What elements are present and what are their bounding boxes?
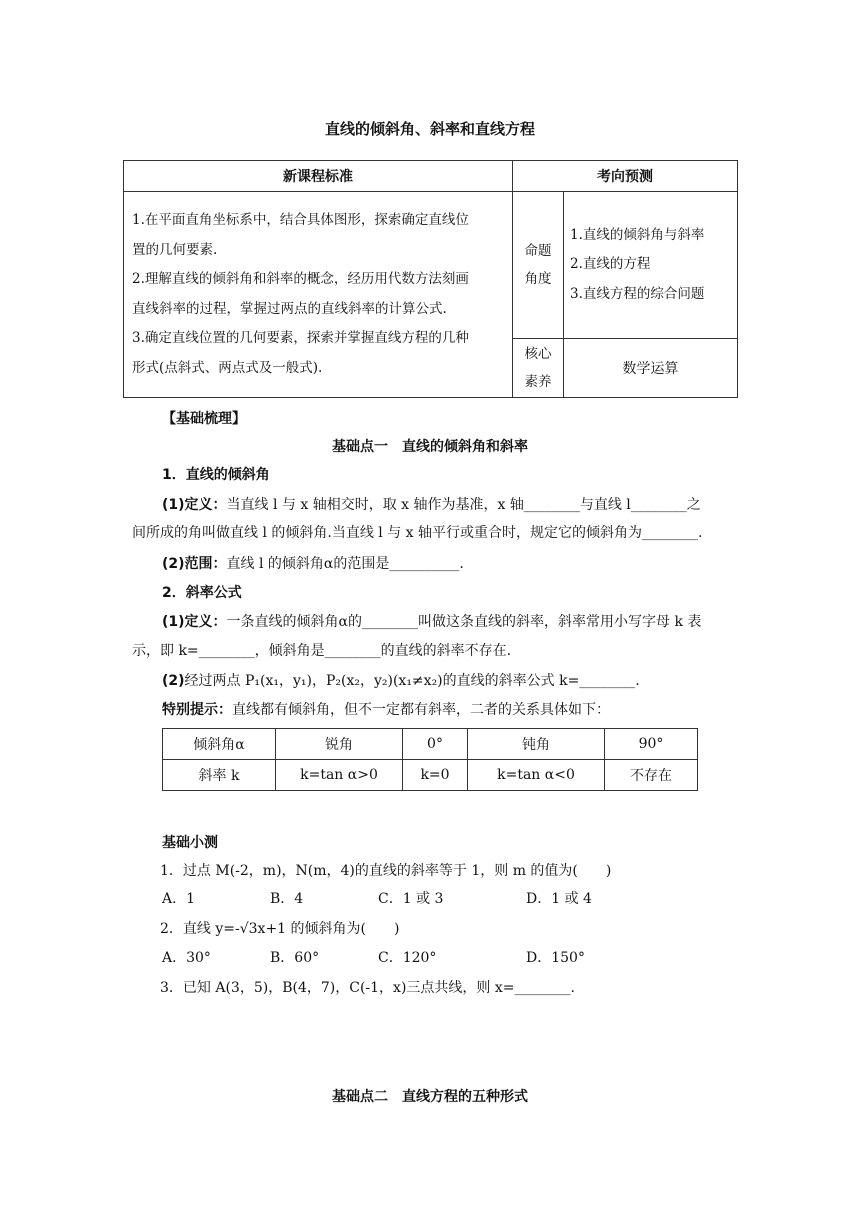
table-cell: k=tan α<0 xyxy=(468,760,605,791)
s1-title: 1．直线的倾斜角 xyxy=(162,467,270,483)
standards-cell xyxy=(124,192,513,398)
section1-heading: 基础点一 直线的倾斜角和斜率 xyxy=(332,439,528,455)
standard-line: 1.在平面直角坐标系中，结合具体图形，探索确定直线位 xyxy=(132,212,469,228)
s1-def-line-b: 间所成的角叫做直线 l 的倾斜角.当直线 l 与 x 轴平行或重合时，规定它的倾斜角为________. xyxy=(132,525,703,541)
page-title: 直线的倾斜角、斜率和直线方程 xyxy=(324,120,535,138)
topic-angle-label: 命题 角度 xyxy=(513,192,564,339)
topic-item: 3.直线方程的综合问题 xyxy=(570,285,705,302)
standard-line: 3.确定直线位置的几何要素，探索并掌握直线方程的几种 xyxy=(132,330,469,346)
standard-line: 直线斜率的过程，掌握过两点的直线斜率的计算公式. xyxy=(132,300,447,317)
table-cell: 不存在 xyxy=(605,760,698,791)
standard-line: 形式(点斜式、两点式及一般式). xyxy=(132,359,323,376)
question-1: 1．过点 M(-2，m)，N(m，4)的直线的斜率等于 1，则 m 的值为( ) xyxy=(160,863,612,879)
topic-angle-list xyxy=(564,192,738,339)
topic-item: 2.直线的方程 xyxy=(570,256,651,273)
s2-def-line-b: 示，即 k=________，倾斜角是________的直线的斜率不存在. xyxy=(132,643,512,659)
standards-table xyxy=(123,160,738,398)
s1-def-line-a: (1)定义：当直线 l 与 x 轴相交时，取 x 轴作为基准，x 轴________与直线 l________之 xyxy=(162,497,701,513)
table-cell: 斜率 k xyxy=(163,760,276,791)
quiz-heading: 基础小测 xyxy=(162,835,218,851)
q2-option-c: C．120° xyxy=(378,950,437,966)
standard-line: 置的几何要素. xyxy=(132,241,218,258)
table-cell: 90° xyxy=(605,729,698,760)
table-cell: 钝角 xyxy=(468,729,605,760)
q1-option-c: C．1 或 3 xyxy=(378,891,444,907)
s2-def-line-a: (1)定义：一条直线的倾斜角α的________叫做这条直线的斜率，斜率常用小写字母 k 表 xyxy=(162,614,702,630)
forecast-header: 考向预测 xyxy=(513,161,738,192)
table-cell: 锐角 xyxy=(276,729,403,760)
topic-item: 1.直线的倾斜角与斜率 xyxy=(570,226,705,243)
core-literacy-label: 核心 素养 xyxy=(513,339,564,398)
angle-slope-table xyxy=(162,728,698,791)
standard-line: 2.理解直线的倾斜角和斜率的概念，经历用代数方法刻画 xyxy=(132,271,469,287)
q2-option-d: D．150° xyxy=(526,950,585,966)
core-literacy-value: 数学运算 xyxy=(564,339,738,398)
s2-title: 2．斜率公式 xyxy=(162,585,242,601)
s1-range: (2)范围：直线 l 的倾斜角α的范围是__________. xyxy=(162,556,464,572)
table-cell: k=tan α>0 xyxy=(276,760,403,791)
q1-option-b: B．4 xyxy=(270,891,304,907)
basics-heading: 【基础梳理】 xyxy=(162,411,246,427)
standards-header: 新课程标准 xyxy=(124,161,513,192)
question-2: 2．直线 y=-√3x+1 的倾斜角为( ) xyxy=(160,921,400,937)
s2-formula: (2)经过两点 P₁(x₁，y₁)，P₂(x₂，y₂)(x₁≠x₂)的直线的斜率公式 k=________. xyxy=(162,673,640,689)
q1-option-a: A．1 xyxy=(162,891,196,907)
question-3: 3．已知 A(3，5)，B(4，7)，C(-1，x)三点共线，则 x=________. xyxy=(160,980,575,996)
q2-option-a: A．30° xyxy=(162,950,211,966)
q1-option-d: D．1 或 4 xyxy=(526,891,592,907)
table-cell: 0° xyxy=(403,729,468,760)
section2-heading: 基础点二 直线方程的五种形式 xyxy=(332,1089,528,1105)
table-cell: 倾斜角α xyxy=(163,729,276,760)
q2-option-b: B．60° xyxy=(270,950,320,966)
special-tip: 特别提示：直线都有倾斜角，但不一定都有斜率，二者的关系具体如下： xyxy=(162,702,610,718)
table-cell: k=0 xyxy=(403,760,468,791)
